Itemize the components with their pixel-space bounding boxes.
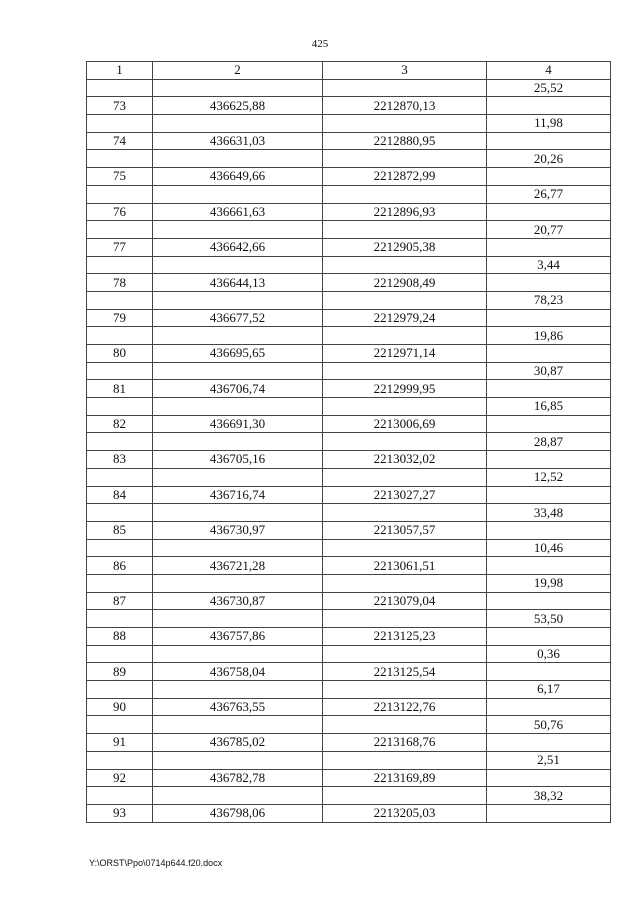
point-row (87, 557, 611, 575)
x-coordinate-cell: 436677,52 (153, 309, 323, 327)
empty-cell (487, 168, 611, 186)
x-coordinate-cell: 436705,16 (153, 451, 323, 469)
empty-cell (487, 663, 611, 681)
distance-cell: 0,36 (487, 645, 611, 663)
y-coordinate-cell: 2213057,57 (323, 521, 487, 539)
empty-cell (153, 716, 323, 734)
x-coordinate-cell: 436649,66 (153, 168, 323, 186)
point-number-cell: 92 (87, 769, 153, 787)
empty-cell (87, 256, 153, 274)
x-coordinate-cell: 436661,63 (153, 203, 323, 221)
empty-cell (487, 486, 611, 504)
empty-cell (487, 557, 611, 575)
empty-cell (87, 681, 153, 699)
y-coordinate-cell: 2213205,03 (323, 804, 487, 822)
distance-cell: 20,26 (487, 150, 611, 168)
empty-cell (487, 415, 611, 433)
empty-cell (87, 79, 153, 97)
empty-cell (87, 645, 153, 663)
empty-cell (87, 433, 153, 451)
point-number-cell: 83 (87, 451, 153, 469)
column-header-4: 4 (487, 62, 611, 80)
point-number-cell: 82 (87, 415, 153, 433)
distance-cell: 19,98 (487, 574, 611, 592)
table-body (87, 79, 611, 822)
empty-cell (87, 716, 153, 734)
table-header-row (87, 62, 611, 80)
x-coordinate-cell: 436721,28 (153, 557, 323, 575)
empty-cell (323, 327, 487, 345)
distance-cell: 19,86 (487, 327, 611, 345)
distance-row (87, 504, 611, 522)
empty-cell (87, 185, 153, 203)
empty-cell (323, 185, 487, 203)
point-row (87, 592, 611, 610)
empty-cell (153, 150, 323, 168)
empty-cell (153, 645, 323, 663)
distance-row (87, 681, 611, 699)
y-coordinate-cell: 2213027,27 (323, 486, 487, 504)
distance-cell: 26,77 (487, 185, 611, 203)
empty-cell (87, 504, 153, 522)
empty-cell (153, 504, 323, 522)
empty-cell (487, 132, 611, 150)
y-coordinate-cell: 2213079,04 (323, 592, 487, 610)
empty-cell (323, 504, 487, 522)
point-number-cell: 78 (87, 274, 153, 292)
point-row (87, 345, 611, 363)
point-number-cell: 85 (87, 521, 153, 539)
point-row (87, 415, 611, 433)
x-coordinate-cell: 436642,66 (153, 238, 323, 256)
distance-cell: 12,52 (487, 468, 611, 486)
empty-cell (153, 327, 323, 345)
empty-cell (323, 751, 487, 769)
point-row (87, 521, 611, 539)
point-row (87, 168, 611, 186)
empty-cell (153, 751, 323, 769)
distance-cell: 11,98 (487, 115, 611, 133)
distance-row (87, 574, 611, 592)
distance-cell: 6,17 (487, 681, 611, 699)
point-row (87, 486, 611, 504)
empty-cell (487, 698, 611, 716)
point-row (87, 663, 611, 681)
distance-row (87, 468, 611, 486)
page-number: 425 (311, 38, 329, 50)
empty-cell (153, 610, 323, 628)
x-coordinate-cell: 436785,02 (153, 734, 323, 752)
file-path-footer: Y:\ORST\Ppo\0714p644.f20.docx (89, 858, 223, 868)
y-coordinate-cell: 2212880,95 (323, 132, 487, 150)
point-number-cell: 76 (87, 203, 153, 221)
empty-cell (487, 274, 611, 292)
point-row (87, 451, 611, 469)
empty-cell (153, 398, 323, 416)
empty-cell (487, 97, 611, 115)
empty-cell (487, 521, 611, 539)
point-number-cell: 86 (87, 557, 153, 575)
column-header-3: 3 (323, 62, 487, 80)
empty-cell (487, 203, 611, 221)
y-coordinate-cell: 2212872,99 (323, 168, 487, 186)
y-coordinate-cell: 2213032,02 (323, 451, 487, 469)
empty-cell (87, 610, 153, 628)
distance-row (87, 645, 611, 663)
empty-cell (323, 221, 487, 239)
distance-cell: 50,76 (487, 716, 611, 734)
empty-cell (487, 769, 611, 787)
x-coordinate-cell: 436782,78 (153, 769, 323, 787)
empty-cell (323, 574, 487, 592)
column-header-1: 1 (87, 62, 153, 80)
empty-cell (153, 256, 323, 274)
empty-cell (87, 574, 153, 592)
distance-row (87, 256, 611, 274)
distance-cell: 16,85 (487, 398, 611, 416)
empty-cell (323, 645, 487, 663)
y-coordinate-cell: 2213168,76 (323, 734, 487, 752)
distance-cell: 20,77 (487, 221, 611, 239)
empty-cell (87, 539, 153, 557)
x-coordinate-cell: 436763,55 (153, 698, 323, 716)
x-coordinate-cell: 436757,86 (153, 628, 323, 646)
empty-cell (87, 327, 153, 345)
point-row (87, 203, 611, 221)
point-number-cell: 93 (87, 804, 153, 822)
empty-cell (87, 468, 153, 486)
point-number-cell: 80 (87, 345, 153, 363)
empty-cell (153, 787, 323, 805)
distance-row (87, 610, 611, 628)
distance-cell: 28,87 (487, 433, 611, 451)
empty-cell (87, 362, 153, 380)
empty-cell (323, 716, 487, 734)
y-coordinate-cell: 2213061,51 (323, 557, 487, 575)
empty-cell (153, 539, 323, 557)
y-coordinate-cell: 2212905,38 (323, 238, 487, 256)
distance-row (87, 398, 611, 416)
empty-cell (323, 362, 487, 380)
distance-row (87, 539, 611, 557)
empty-cell (153, 362, 323, 380)
distance-cell: 53,50 (487, 610, 611, 628)
point-number-cell: 74 (87, 132, 153, 150)
empty-cell (87, 221, 153, 239)
empty-cell (323, 150, 487, 168)
x-coordinate-cell: 436716,74 (153, 486, 323, 504)
x-coordinate-cell: 436730,87 (153, 592, 323, 610)
empty-cell (487, 309, 611, 327)
distance-row (87, 716, 611, 734)
empty-cell (323, 79, 487, 97)
distance-row (87, 79, 611, 97)
empty-cell (487, 380, 611, 398)
x-coordinate-cell: 436631,03 (153, 132, 323, 150)
distance-cell: 25,52 (487, 79, 611, 97)
empty-cell (323, 610, 487, 628)
empty-cell (153, 681, 323, 699)
x-coordinate-cell: 436695,65 (153, 345, 323, 363)
distance-cell: 38,32 (487, 787, 611, 805)
empty-cell (153, 433, 323, 451)
empty-cell (153, 468, 323, 486)
empty-cell (487, 345, 611, 363)
distance-cell: 33,48 (487, 504, 611, 522)
empty-cell (323, 256, 487, 274)
distance-row (87, 787, 611, 805)
x-coordinate-cell: 436691,30 (153, 415, 323, 433)
y-coordinate-cell: 2212870,13 (323, 97, 487, 115)
point-row (87, 274, 611, 292)
empty-cell (323, 468, 487, 486)
point-number-cell: 73 (87, 97, 153, 115)
y-coordinate-cell: 2212971,14 (323, 345, 487, 363)
y-coordinate-cell: 2213125,23 (323, 628, 487, 646)
x-coordinate-cell: 436758,04 (153, 663, 323, 681)
empty-cell (323, 433, 487, 451)
distance-row (87, 221, 611, 239)
x-coordinate-cell: 436625,88 (153, 97, 323, 115)
empty-cell (487, 734, 611, 752)
y-coordinate-cell: 2212896,93 (323, 203, 487, 221)
empty-cell (87, 751, 153, 769)
distance-row (87, 751, 611, 769)
empty-cell (487, 628, 611, 646)
point-number-cell: 79 (87, 309, 153, 327)
column-header-2: 2 (153, 62, 323, 80)
empty-cell (87, 115, 153, 133)
empty-cell (87, 398, 153, 416)
empty-cell (487, 451, 611, 469)
empty-cell (87, 291, 153, 309)
x-coordinate-cell: 436730,97 (153, 521, 323, 539)
empty-cell (487, 592, 611, 610)
distance-cell: 78,23 (487, 291, 611, 309)
distance-row (87, 150, 611, 168)
distance-row (87, 291, 611, 309)
point-number-cell: 91 (87, 734, 153, 752)
empty-cell (87, 787, 153, 805)
point-number-cell: 87 (87, 592, 153, 610)
point-row (87, 769, 611, 787)
distance-cell: 30,87 (487, 362, 611, 380)
point-row (87, 238, 611, 256)
point-number-cell: 89 (87, 663, 153, 681)
point-number-cell: 75 (87, 168, 153, 186)
y-coordinate-cell: 2213125,54 (323, 663, 487, 681)
point-row (87, 132, 611, 150)
coordinates-table (86, 61, 611, 823)
distance-row (87, 362, 611, 380)
empty-cell (323, 539, 487, 557)
distance-cell: 2,51 (487, 751, 611, 769)
point-number-cell: 90 (87, 698, 153, 716)
empty-cell (153, 221, 323, 239)
point-row (87, 380, 611, 398)
point-number-cell: 81 (87, 380, 153, 398)
point-row (87, 628, 611, 646)
y-coordinate-cell: 2212979,24 (323, 309, 487, 327)
empty-cell (87, 150, 153, 168)
y-coordinate-cell: 2213006,69 (323, 415, 487, 433)
y-coordinate-cell: 2213169,89 (323, 769, 487, 787)
point-number-cell: 77 (87, 238, 153, 256)
point-row (87, 309, 611, 327)
distance-cell: 3,44 (487, 256, 611, 274)
empty-cell (153, 574, 323, 592)
x-coordinate-cell: 436644,13 (153, 274, 323, 292)
empty-cell (323, 115, 487, 133)
point-row (87, 804, 611, 822)
point-number-cell: 84 (87, 486, 153, 504)
y-coordinate-cell: 2213122,76 (323, 698, 487, 716)
distance-row (87, 327, 611, 345)
point-row (87, 698, 611, 716)
empty-cell (153, 291, 323, 309)
empty-cell (323, 681, 487, 699)
empty-cell (487, 238, 611, 256)
point-row (87, 97, 611, 115)
distance-cell: 10,46 (487, 539, 611, 557)
empty-cell (153, 115, 323, 133)
y-coordinate-cell: 2212999,95 (323, 380, 487, 398)
x-coordinate-cell: 436706,74 (153, 380, 323, 398)
distance-row (87, 433, 611, 451)
empty-cell (323, 398, 487, 416)
empty-cell (323, 291, 487, 309)
empty-cell (153, 185, 323, 203)
x-coordinate-cell: 436798,06 (153, 804, 323, 822)
distance-row (87, 115, 611, 133)
point-number-cell: 88 (87, 628, 153, 646)
distance-row (87, 185, 611, 203)
point-row (87, 734, 611, 752)
empty-cell (323, 787, 487, 805)
empty-cell (153, 79, 323, 97)
y-coordinate-cell: 2212908,49 (323, 274, 487, 292)
empty-cell (487, 804, 611, 822)
